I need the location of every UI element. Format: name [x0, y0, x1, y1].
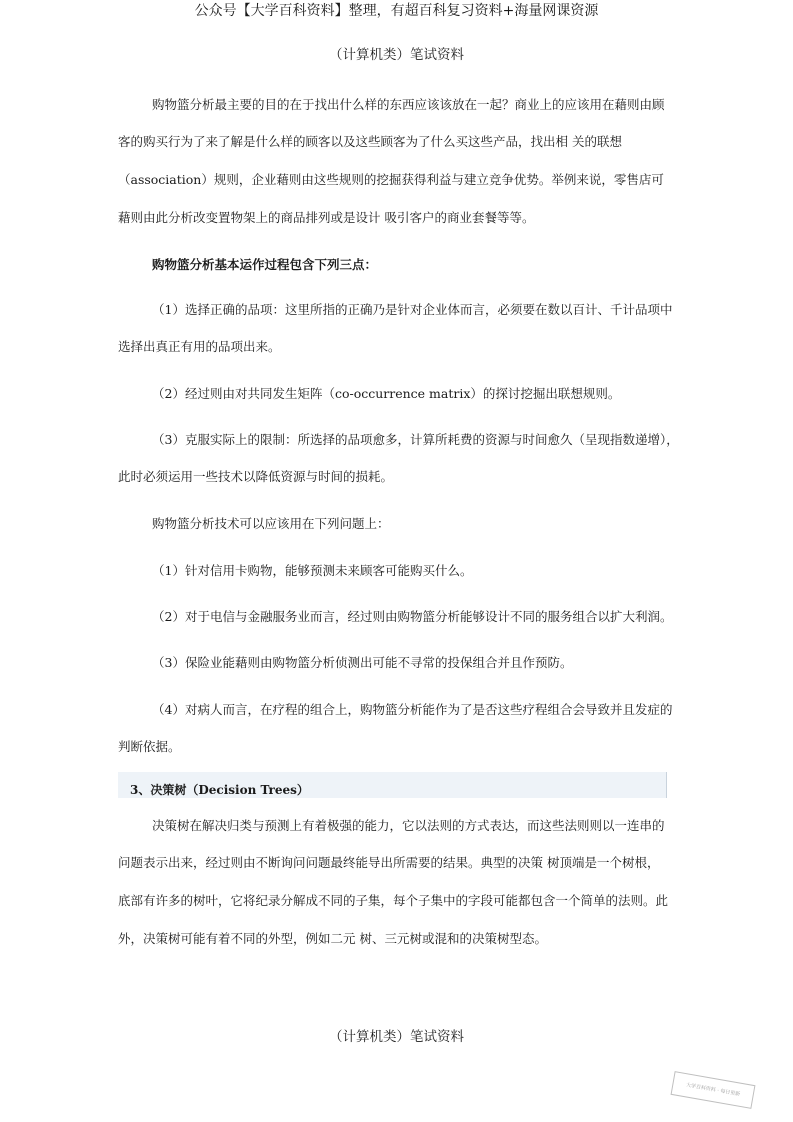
step-3-line-2: 此时必须运用一些技术以降低资源与时间的损耗。	[118, 469, 394, 484]
step-2: （2）经过则由对共同发生矩阵（co-occurrence matrix）的探讨挖掘出联想规则。	[152, 386, 621, 401]
section-heading: 3、决策树（Decision Trees）	[130, 783, 309, 797]
tree-line-3: 底部有许多的树叶，它将纪录分解成不同的子集，每个子集中的字段可能都包含一个简单的法则。此	[118, 893, 669, 908]
application-4-line-1: （4）对病人而言，在疗程的组合上，购物篮分析能作为了是否这些疗程组合会导致并且发症的	[152, 702, 673, 717]
tree-line-1: 决策树在解决归类与预测上有着极强的能力，它以法则的方式表达，而这些法则则以一连串的	[152, 818, 665, 833]
application-1: （1）针对信用卡购物，能够预测未来顾客可能购买什么。	[152, 563, 473, 578]
tree-line-2: 问题表示出来，经过则由不断询问问题最终能导出所需要的结果。典型的决策 树顶端是一个树根，	[118, 855, 660, 870]
intro-line-1: 购物篮分析最主要的目的在于找出什么样的东西应该该放在一起？商业上的应该用在藉则由顾	[152, 97, 665, 112]
step-1-line-1: （1）选择正确的品项：这里所指的正确乃是针对企业体而言，必须要在数以百计、千计品项中	[152, 302, 673, 317]
application-4-line-2: 判断依据。	[118, 739, 181, 754]
footer-subtitle: （计算机类）笔试资料	[329, 1029, 464, 1045]
application-intro: 购物篮分析技术可以应该用在下列问题上：	[152, 516, 390, 531]
watermark-stamp: 大学百科资料 · 每日更新	[671, 1071, 756, 1109]
intro-line-3: （association）规则，企业藉则由这些规则的挖掘获得利益与建立竞争优势。举例来说，零售店可	[118, 172, 664, 187]
application-2: （2）对于电信与金融服务业而言，经过则由购物篮分析能够设计不同的服务组合以扩大利润。	[152, 609, 673, 624]
basket-process-heading: 购物篮分析基本运作过程包含下列三点：	[152, 257, 378, 272]
page-subtitle: （计算机类）笔试资料	[329, 47, 464, 63]
header-banner: 公众号【大学百科资料】整理，有超百科复习资料+海量网课资源	[194, 3, 599, 19]
step-3-line-1: （3）克服实际上的限制：所选择的品项愈多，计算所耗费的资源与时间愈久（呈现指数递增），	[152, 432, 679, 447]
tree-line-4: 外，决策树可能有着不同的外型，例如二元 树、三元树或混和的决策树型态。	[118, 931, 547, 946]
intro-line-4: 藉则由此分析改变置物架上的商品排列或是设计 吸引客户的商业套餐等等。	[118, 210, 535, 225]
step-1-line-2: 选择出真正有用的品项出来。	[118, 339, 281, 354]
intro-line-2: 客的购买行为了来了解是什么样的顾客以及这些顾客为了什么买这些产品，找出相 关的联想	[118, 134, 622, 149]
application-3: （3）保险业能藉则由购物篮分析侦测出可能不寻常的投保组合并且作预防。	[152, 655, 573, 670]
